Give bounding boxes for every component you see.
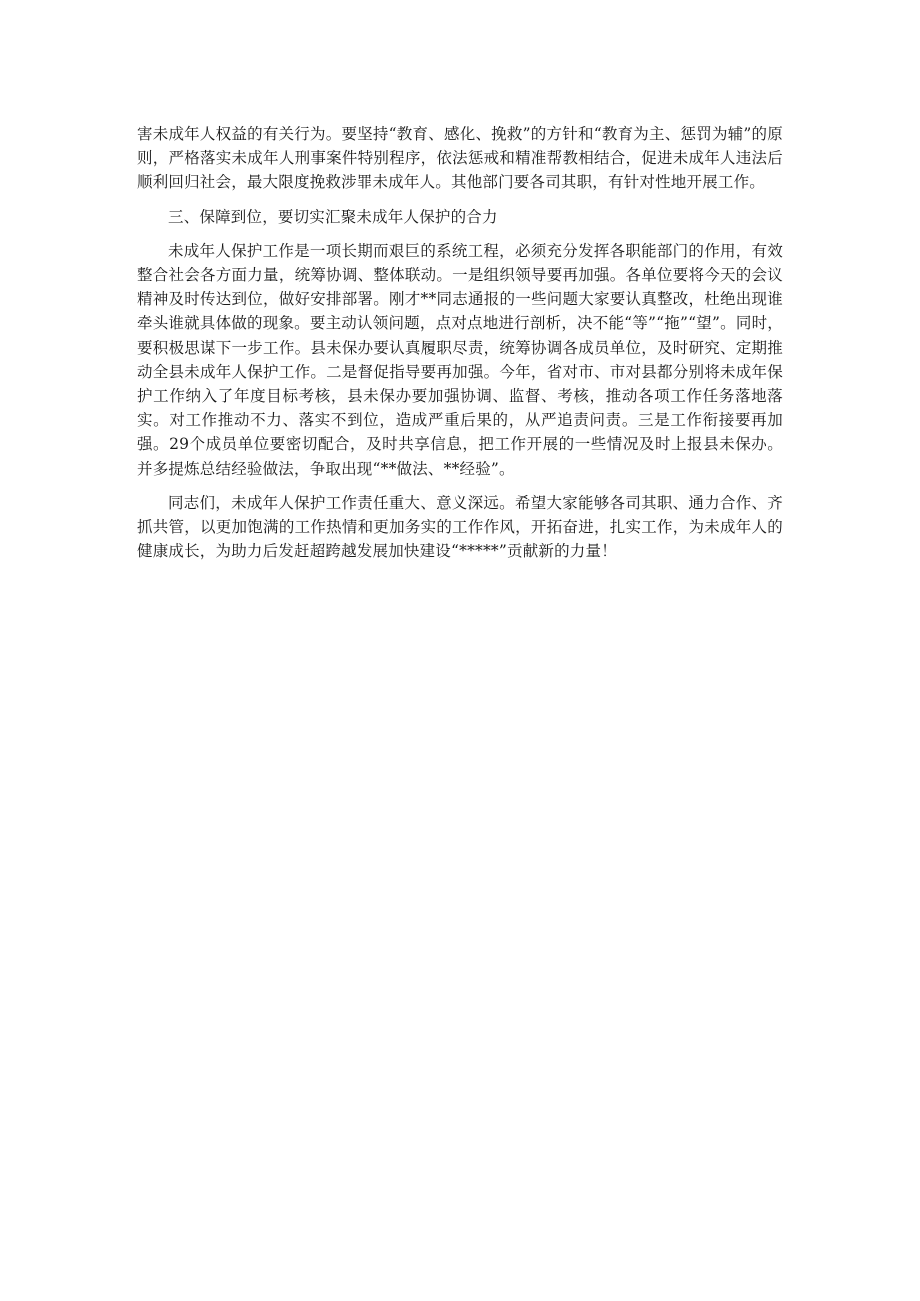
section-heading: 三、保障到位，要切实汇聚未成年人保护的合力 [168,207,498,226]
paragraph-continuation: 害未成年人权益的有关行为。要坚持“教育、感化、挽救”的方针和“教育为主、惩罚为辅”的原则，严格落实未成年人刑事案件特别程序，依法惩戒和精准帮教相结合，促进未成年人违法后顺利回归社会，最大限度挽救涉罪未成年人。其他部门要各司其职，有针对性地开展工作。 [137,125,783,192]
document-body [137,122,783,563]
paragraph-closing: 同志们，未成年人保护工作责任重大、意义深远。希望大家能够各司其职、通力合作、齐抓共管，以更加饱满的工作热情和更加务实的工作作风，开拓奋进，扎实工作，为未成年人的健康成长，为助力后发赶超跨越发展加快建设“*****”贡献新的力量！ [137,493,783,561]
paragraph-body: 未成年人保护工作是一项长期而艰巨的系统工程，必须充分发挥各职能部门的作用，有效整合社会各方面力量，统筹协调、整体联动。一是组织领导要再加强。各单位要将今天的会议精神及时传达到位，做好安排部署。刚才**同志通报的一些问题大家要认真整改，杜绝出现谁牵头谁就具体做的现象。要主动认领问题，点对点地进行剖析，决不能“等”“拖”“望”。同时，要积极思谋下一步工作。县未保办要认真履职尽责，统筹协调各成员单位，及时研究、定期推动全县未成年人保护工作。二是督促指导要再加强。今年，省对市、市对县都分别将未成年保护工作纳入了年度目标考核，县未保办要加强协调、监督、考核，推动各项工作任务落地落实。对工作推动不力、落实不到位，造成严重后果的，从严追责问责。三是工作衔接要再加强。29个成员单位要密切配合，及时共享信息，把工作开展的一些情况及时上报县未保办。并多提炼总结经验做法，争取出现“**做法、**经验”。 [137,241,783,478]
